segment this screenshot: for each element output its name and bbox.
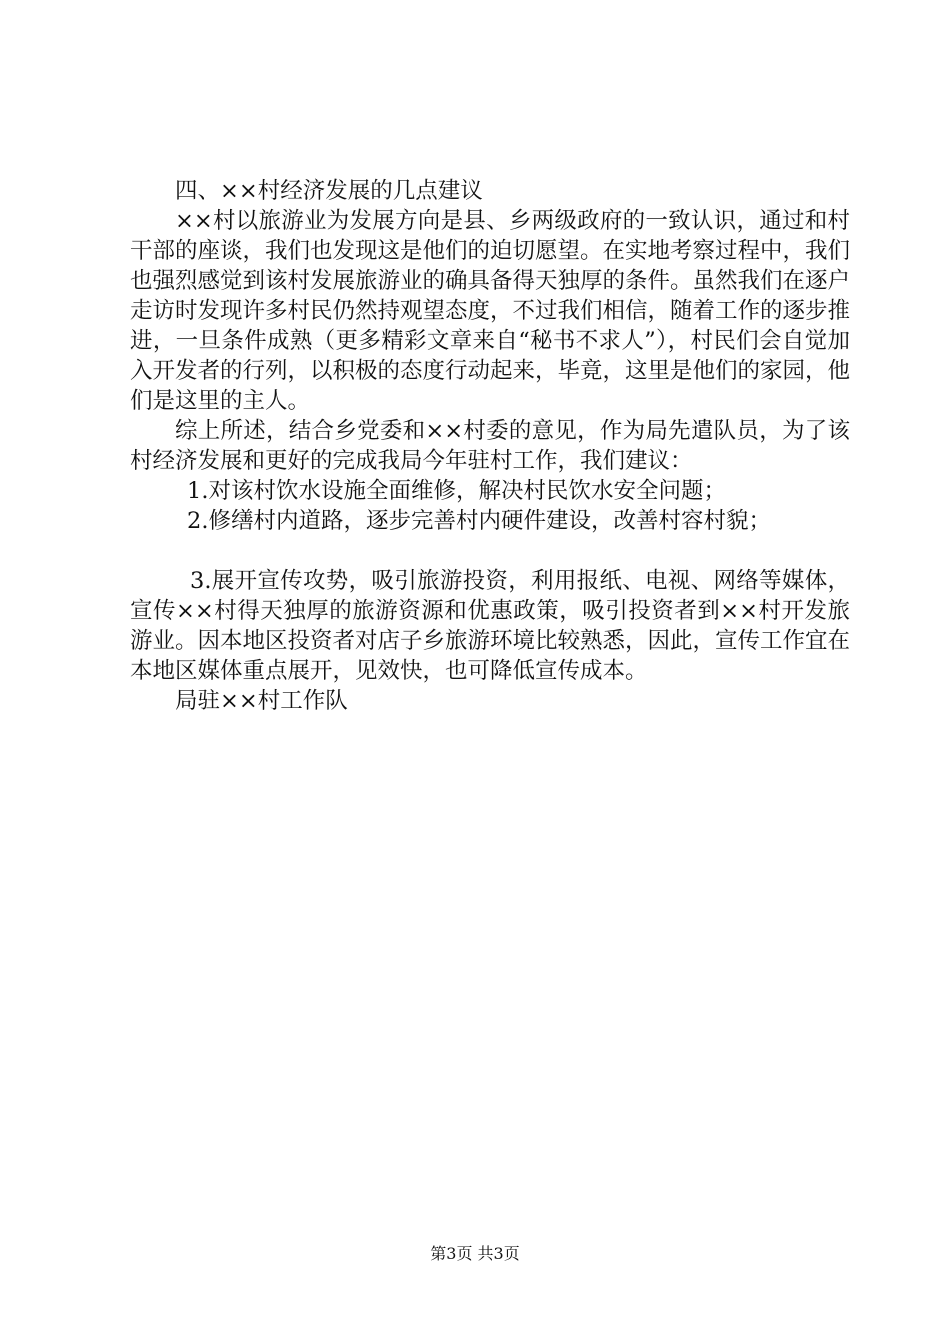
suggestion-item-2: 2.修缮村内道路，逐步完善村内硬件建设，改善村容村貌；: [187, 508, 771, 534]
section-heading: 四、××村经济发展的几点建议: [175, 178, 483, 204]
paragraph-tourism-direction: ××村以旅游业为发展方向是县、乡两级政府的一致认识，通过和村干部的座谈，我们也发现这是他们的迫切愿望。在实地考察过程中，我们也强烈感觉到该村发展旅游业的确具备得天独厚的条件。虽然我们在逐户走访时发现许多村民仍然持观望态度，不过我们相信，随着工作的逐步推进，一旦条件成熟（更多精彩文章来自“秘书不求人”），村民们会自觉加入开发者的行列，以积极的态度行动起来，毕竟，这里是他们的家园，他们是这里的主人。: [130, 208, 851, 414]
suggestion-item-3: 3.展开宣传攻势，吸引旅游投资，利用报纸、电视、网络等媒体，宣传××村得天独厚的旅游资源和优惠政策，吸引投资者到××村开发旅游业。因本地区投资者对店子乡旅游环境比较熟悉，因此，宣传工作宜在本地区媒体重点展开，见效快，也可降低宣传成本。: [130, 568, 851, 684]
page-number-footer: 第3页 共3页: [430, 1244, 520, 1263]
paragraph-summary: 综上所述，结合乡党委和××村委的意见，作为局先遣队员，为了该村经济发展和更好的完成我局今年驻村工作，我们建议：: [130, 418, 850, 474]
document-body: [130, 176, 850, 716]
suggestion-item-1: 1.对该村饮水设施全面维修，解决村民饮水安全问题；: [187, 478, 726, 504]
signature: 局驻××村工作队: [175, 688, 348, 714]
